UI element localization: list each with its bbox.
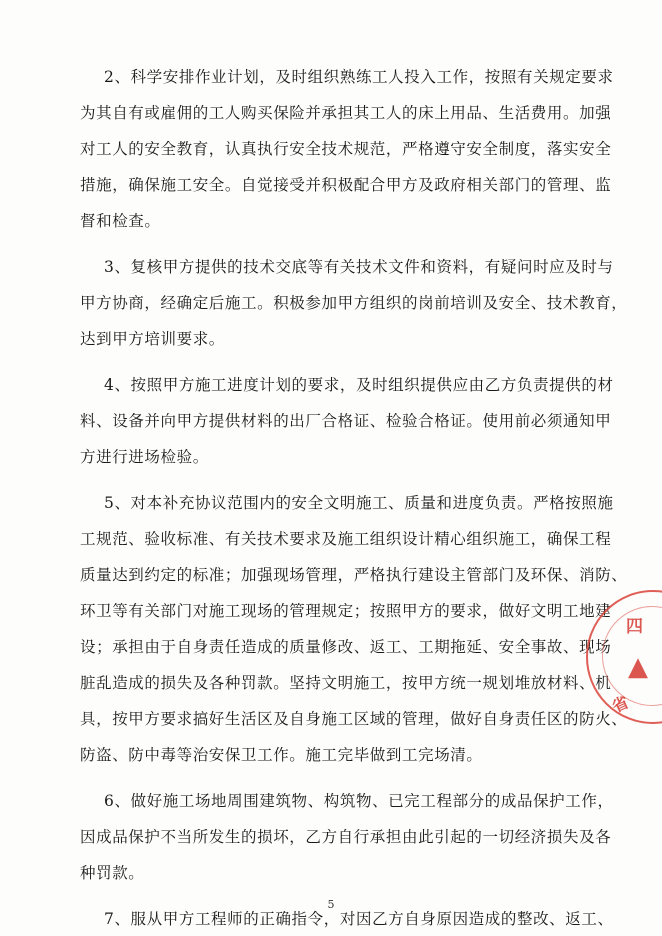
paragraph-2-line-3: 对工人的安全教育，认真执行安全技术规范，严格遵守安全制度，落实安全 [80,140,612,158]
paragraph-2-line-4: 措施，确保施工安全。自觉接受并积极配合甲方及政府相关部门的管理、监 [80,176,612,194]
paragraph-5-line-6: 脏乱造成的损失及各种罚款。坚持文明施工，按甲方统一规划堆放材料、机 [80,674,612,692]
paragraph-4-line-1: 4、按照甲方施工进度计划的要求，及时组织提供应由乙方负责提供的材 [104,376,614,394]
paragraph-5-line-2: 工规范、验收标准、有关技术要求及施工组织设计精心组织施工，确保工程 [80,530,612,548]
paragraph-4-line-3: 方进行进场检验。 [80,448,209,466]
paragraph-3-line-3: 达到甲方培训要求。 [80,330,225,348]
paragraph-6-line-3: 种罚款。 [80,864,145,882]
paragraph-3-line-2: 甲方协商，经确定后施工。积极参加甲方组织的岗前培训及安全、技术教育， [80,294,628,312]
paragraph-2-line-2: 为其自有或雇佣的工人购买保险并承担其工人的床上用品、生活费用。加强 [80,104,612,122]
paragraph-5-line-7: 具，按甲方要求搞好生活区及自身施工区域的管理，做好自身责任区的防火、 [80,710,628,728]
paragraph-5-line-5: 设；承担由于自身责任造成的质量修改、返工、工期拖延、安全事故、现场 [80,638,612,656]
paragraph-2-line-5: 督和检查。 [80,212,161,230]
paragraph-7-line-1: 7、服从甲方工程师的正确指令，对因乙方自身原因造成的整改、返工、 [104,910,614,928]
paragraph-2-line-1: 2、科学安排作业计划，及时组织熟练工人投入工作，按照有关规定要求 [104,68,614,86]
paragraph-3-line-1: 3、复核甲方提供的技术交底等有关技术文件和资料，有疑问时应及时与 [104,258,614,276]
paragraph-5-line-1: 5、对本补充协议范围内的安全文明施工、质量和进度负责。严格按照施 [104,494,614,512]
paragraph-6-line-1: 6、做好施工场地周围建筑物、构筑物、已完工程部分的成品保护工作， [104,792,614,810]
paragraph-4-line-2: 料、设备并向甲方提供材料的出厂合格证、检验合格证。使用前必须通知甲 [80,412,612,430]
seal-char-2: 省 [609,692,632,717]
page-number: 5 [327,898,335,911]
seal-char-1: 四 [626,617,643,637]
paragraph-5-line-8: 防盗、防中毒等治安保卫工作。施工完毕做到工完场清。 [80,746,483,764]
paragraph-5-line-4: 环卫等有关部门对施工现场的管理规定；按照甲方的要求，做好文明工地建 [80,602,612,620]
paragraph-6-line-2: 因成品保护不当所发生的损坏，乙方自行承担由此引起的一切经济损失及各 [80,828,612,846]
paragraph-5-line-3: 质量达到约定的标准；加强现场管理，严格执行建设主管部门及环保、消防、 [80,566,628,584]
seal-star-icon: ▲ [628,652,648,682]
